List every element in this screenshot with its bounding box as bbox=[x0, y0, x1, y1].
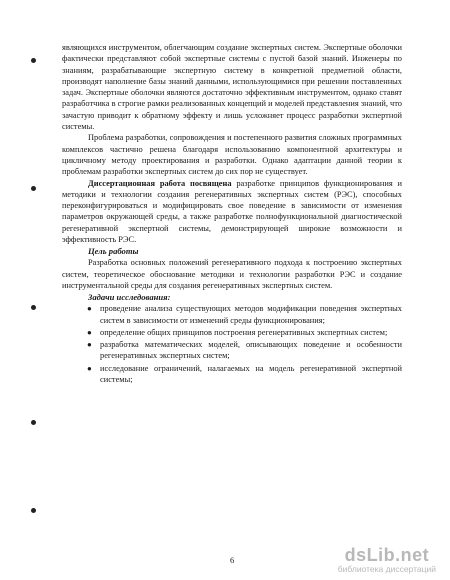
watermark-logo: dsLib.net bbox=[344, 545, 430, 565]
punch-hole bbox=[31, 305, 36, 310]
punch-hole bbox=[31, 58, 36, 63]
bullet-icon: ● bbox=[87, 304, 92, 314]
punch-hole bbox=[31, 508, 36, 513]
paragraph-3-body: разработке принципов функционирования и методики и технологии создания регенеративных экспертных систем (РЭС), способных переконфигурироваться и модифицировать свое поведение в зависимости от изменения параметров окружающей среды, а также разработке полнофункциональной диагностической регенеративной экспертной системы, демонстрирующей широкие возможности и эффективность РЭС. bbox=[62, 178, 402, 245]
punch-hole bbox=[31, 186, 36, 191]
list-item: ● определение общих принципов построения регенеративных экспертных систем; bbox=[87, 327, 388, 337]
list-item: ● разработка математических моделей, описывающих поведение и особенности регенеративных экспертных систем; bbox=[87, 340, 402, 361]
list-item: ● проведение анализа существующих методов модификации поведения экспертных систем в зависимости от изменений среды функционирования; bbox=[87, 304, 402, 325]
paragraph-3 bbox=[62, 178, 402, 246]
tasks-list bbox=[62, 303, 402, 385]
page-number: 6 bbox=[230, 555, 235, 565]
paragraph-1: являющихся инструментом, облегчающим создание экспертных систем. Экспертные оболочки фактически представляют собой экспертные системы с пустой базой знаний. Инженеры по знаниям, разрабатывающие экспертную систему в конкретной предметной области, производят наполнение базы знаний данными, использующимися при решении поставленных задач. Экспертные оболочки являются достаточно эффективным инструментом, однако ставят разработчика в строгие рамки реализованных концепций и моделей представления знаний, что зачастую приводит к обратному эффекту и лишь усложняет процесс разработки экспертной системы. bbox=[62, 43, 402, 132]
paragraph-4: Разработка основных положений регенеративного подхода к построению экспертных систем, теоретическое обоснование методики и технологии разработки РЭС и создание инструментальной среды для создания регенеративных экспертных систем. bbox=[62, 258, 402, 290]
paragraph-3-lead: Диссертационная работа посвящена bbox=[88, 178, 232, 188]
watermark-subtitle: библиотека диссертаций bbox=[337, 564, 436, 574]
tasks-heading: Задачи исследования: bbox=[88, 292, 171, 303]
bullet-icon: ● bbox=[87, 340, 92, 350]
paragraph-2: Проблема разработки, сопровождения и постепенного развития сложных программных комплексов частично решена благодаря использованию компонентной архитектуры и цикличному методу проектирования и разработки. Однако адаптации данной теории к проблемам разработки экспертных систем до сих пор не существует. bbox=[62, 133, 402, 177]
body-text bbox=[62, 42, 402, 386]
watermark bbox=[338, 545, 436, 574]
bullet-icon: ● bbox=[87, 363, 92, 373]
bullet-icon: ● bbox=[87, 327, 92, 337]
goal-heading: Цель работы bbox=[88, 246, 139, 257]
punch-hole bbox=[31, 420, 36, 425]
list-item: ● исследование ограничений, налагаемых на модель регенеративной экспертной системы; bbox=[87, 363, 402, 385]
